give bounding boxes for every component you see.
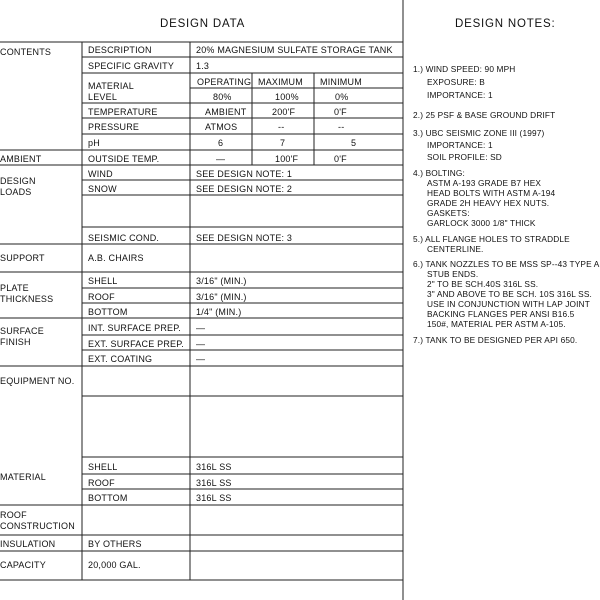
material-section-label: MATERIAL	[0, 472, 46, 482]
note-5: 5.) ALL FLANGE HOLES TO STRADDLE	[413, 234, 570, 244]
capacity-value: 20,000 GAL.	[88, 560, 141, 570]
insulation-value: BY OTHERS	[88, 539, 142, 549]
description-label: DESCRIPTION	[88, 45, 152, 55]
support-label: SUPPORT	[0, 253, 45, 263]
note-6-line-a: STUB ENDS.	[427, 269, 479, 279]
int-surface-prep-label: INT. SURFACE PREP.	[88, 323, 181, 333]
snow-value: SEE DESIGN NOTE: 2	[196, 184, 293, 194]
temperature-maximum: 200'F	[272, 107, 296, 117]
outside-temp-label: OUTSIDE TEMP.	[88, 154, 160, 164]
ph-operating: 6	[218, 138, 224, 148]
outside-temp-maximum: 100'F	[275, 154, 299, 164]
note-6-line-b: 2" TO BE SCH.40S 316L SS.	[427, 279, 539, 289]
ext-coating-value: —	[196, 354, 206, 364]
note-1: 1.) WIND SPEED: 90 MPH	[413, 64, 516, 74]
plate-label-2: THICKNESS	[0, 294, 54, 304]
ph-minimum: 5	[351, 138, 357, 148]
col-minimum: MINIMUM	[320, 77, 362, 87]
material-shell-value: 316L SS	[196, 462, 232, 472]
material-label: MATERIAL	[88, 81, 134, 91]
note-4-line-d: GASKETS:	[427, 208, 470, 218]
surface-label-1: SURFACE	[0, 326, 44, 336]
level-operating: 80%	[213, 92, 232, 102]
snow-label: SNOW	[88, 184, 117, 194]
note-6-line-e: BACKING FLANGES PER ANSI B16.5	[427, 309, 575, 319]
design-notes-header: DESIGN NOTES:	[455, 18, 556, 30]
plate-bottom-label: BOTTOM	[88, 307, 128, 317]
plate-shell-label: SHELL	[88, 276, 118, 286]
plate-roof-label: ROOF	[88, 292, 115, 302]
material-bottom-label: BOTTOM	[88, 493, 128, 503]
temperature-operating: AMBIENT	[205, 107, 247, 117]
note-4-line-e: GARLOCK 3000 1/8" THICK	[427, 218, 536, 228]
note-6: 6.) TANK NOZZLES TO BE MSS SP--43 TYPE A	[413, 259, 600, 269]
temperature-label: TEMPERATURE	[88, 107, 158, 117]
capacity-label: CAPACITY	[0, 560, 46, 570]
ext-coating-label: EXT. COATING	[88, 354, 153, 364]
ambient-label: AMBIENT	[0, 154, 42, 164]
ext-surface-prep-value: —	[196, 339, 206, 349]
plate-label-1: PLATE	[0, 283, 29, 293]
wind-value: SEE DESIGN NOTE: 1	[196, 169, 293, 179]
surface-label-2: FINISH	[0, 337, 31, 347]
seismic-label: SEISMIC COND.	[88, 233, 160, 243]
roof-construction-label-2: CONSTRUCTION	[0, 521, 75, 531]
material-shell-label: SHELL	[88, 462, 118, 472]
note-1-importance: IMPORTANCE: 1	[427, 90, 493, 100]
plate-shell-value: 3/16" (MIN.)	[196, 276, 247, 286]
pressure-minimum: --	[338, 122, 345, 132]
specific-gravity-label: SPECIFIC GRAVITY	[88, 61, 175, 71]
wind-label: WIND	[88, 169, 113, 179]
plate-roof-value: 3/16" (MIN.)	[196, 292, 247, 302]
contents-label: CONTENTS	[0, 47, 52, 57]
note-6-line-c: 3" AND ABOVE TO BE SCH. 10S 316L SS.	[427, 289, 592, 299]
plate-bottom-value: 1/4" (MIN.)	[196, 307, 242, 317]
note-1-exposure: EXPOSURE: B	[427, 77, 485, 87]
pressure-operating: ATMOS	[205, 122, 238, 132]
note-4-line-a: ASTM A-193 GRADE B7 HEX	[427, 178, 542, 188]
col-operating: OPERATING	[197, 77, 252, 87]
note-6-line-f: 150#, MATERIAL PER ASTM A-105.	[427, 319, 566, 329]
outside-temp-minimum: 0'F	[334, 154, 347, 164]
temperature-minimum: 0'F	[334, 107, 347, 117]
material-roof-label: ROOF	[88, 478, 115, 488]
note-3: 3.) UBC SEISMIC ZONE III (1997)	[413, 128, 545, 138]
pressure-maximum: --	[278, 122, 285, 132]
level-label: LEVEL	[88, 92, 118, 102]
note-4-line-b: HEAD BOLTS WITH ASTM A-194	[427, 188, 556, 198]
note-4-line-c: GRADE 2H HEAVY HEX NUTS.	[427, 198, 550, 208]
pressure-label: PRESSURE	[88, 122, 140, 132]
outside-temp-operating: —	[216, 154, 226, 164]
description-value: 20% MAGNESIUM SULFATE STORAGE TANK	[196, 45, 393, 55]
equipment-no-label: EQUIPMENT NO.	[0, 376, 75, 386]
level-maximum: 100%	[275, 92, 299, 102]
note-2: 2.) 25 PSF & BASE GROUND DRIFT	[413, 110, 556, 120]
material-bottom-value: 316L SS	[196, 493, 232, 503]
design-loads-label-1: DESIGN	[0, 176, 36, 186]
ph-label: pH	[88, 138, 100, 148]
note-4: 4.) BOLTING:	[413, 168, 465, 178]
level-minimum: 0%	[335, 92, 349, 102]
int-surface-prep-value: —	[196, 323, 206, 333]
support-value: A.B. CHAIRS	[88, 253, 144, 263]
note-3-importance: IMPORTANCE: 1	[427, 140, 493, 150]
specific-gravity-value: 1.3	[196, 61, 210, 71]
design-loads-label-2: LOADS	[0, 187, 32, 197]
ext-surface-prep-label: EXT. SURFACE PREP.	[88, 339, 184, 349]
design-data-header: DESIGN DATA	[160, 18, 246, 30]
note-7: 7.) TANK TO BE DESIGNED PER API 650.	[413, 335, 578, 345]
material-roof-value: 316L SS	[196, 478, 232, 488]
col-maximum: MAXIMUM	[258, 77, 303, 87]
insulation-label: INSULATION	[0, 539, 56, 549]
seismic-value: SEE DESIGN NOTE: 3	[196, 233, 293, 243]
note-3-soil: SOIL PROFILE: SD	[427, 152, 502, 162]
roof-construction-label-1: ROOF	[0, 510, 27, 520]
note-5-line-a: CENTERLINE.	[427, 244, 484, 254]
note-6-line-d: USE IN CONJUNCTION WITH LAP JOINT	[427, 299, 590, 309]
ph-maximum: 7	[280, 138, 286, 148]
